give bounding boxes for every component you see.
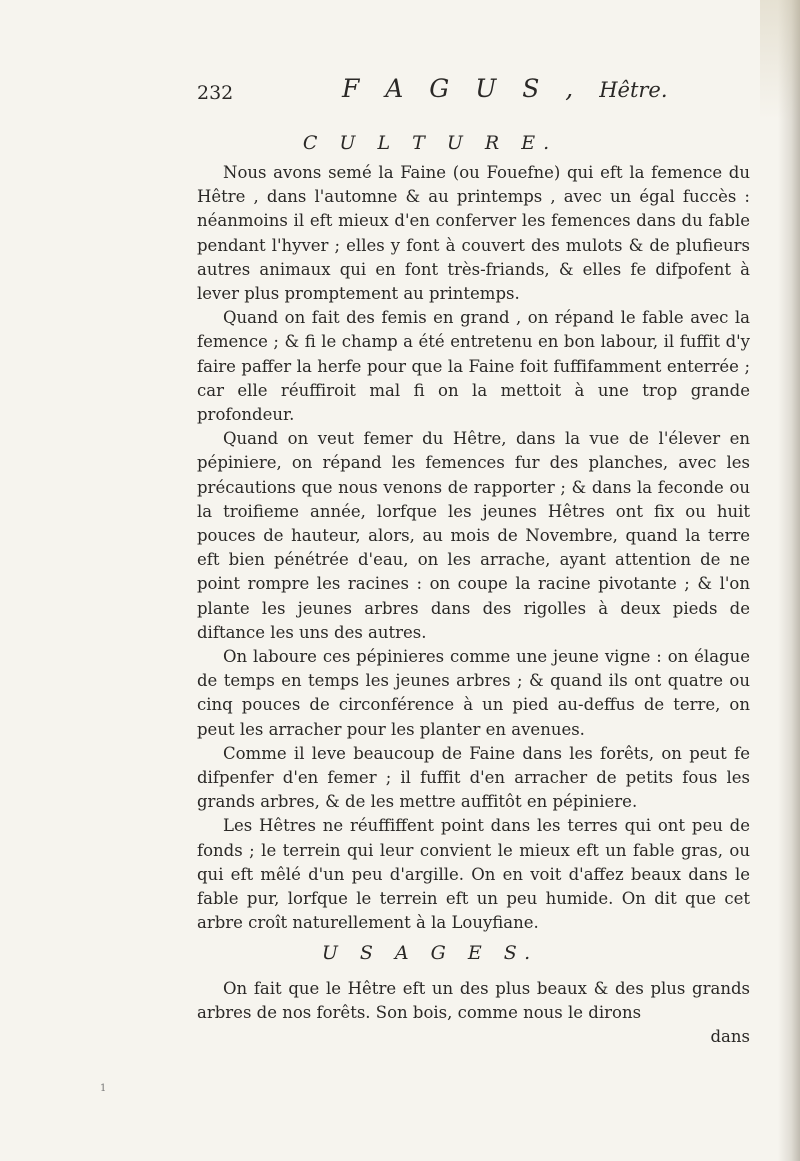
running-title-genus: F A G U S ,	[342, 74, 583, 103]
paragraph: Quand on veut femer du Hêtre, dans la vue de l'élever en pépiniere, on répand les femences fur des planches, avec les précautions que nous venons de rapporter ; & dans la feconde ou la troifieme année, lorfque les jeunes Hêtres ont fix ou huit pouces de hauteur, alors, au mois de Novembre, quand la terre eft bien pénétrée d'eau, on les arrache, ayant attention de ne point rompre les racines : on coupe la racine pivotante ; & l'on plante les jeunes arbres dans des rigolles à deux pieds de diftance les uns des autres.	[197, 429, 750, 642]
paragraph: On laboure ces pépinieres comme une jeune vigne : on élague de temps en temps les jeunes arbres ; & quand ils ont quatre ou cinq pouces de circonférence à un pied au-deffus de terre, on peut les arracher pour les planter en avenues.	[197, 647, 750, 739]
page-number: 232	[197, 82, 234, 104]
paragraph: On fait que le Hêtre eft un des plus beaux & des plus grands arbres de nos forêts. Son bois, comme nous le dirons	[197, 979, 750, 1023]
catchword: dans	[710, 1027, 750, 1047]
margin-mark: 1	[100, 1083, 107, 1094]
culture-body	[197, 161, 750, 936]
running-title	[342, 74, 668, 103]
page-header	[197, 74, 680, 104]
page-edge-shadow	[778, 0, 800, 1161]
section-heading-usages: U S A G E S.	[321, 942, 539, 964]
paragraph: Quand on fait des femis en grand , on répand le fable avec la femence ; & fi le champ a été entretenu en bon labour, il fuffit d'y faire paffer la herfe pour que la Faine foit fuffifamment enterrée ; car elle réuffiroit mal fi on la mettoit à une trop grande profondeur.	[197, 308, 750, 425]
running-title-common-name: Hêtre.	[599, 78, 668, 102]
usages-body	[197, 977, 750, 1050]
paragraph: Comme il leve beaucoup de Faine dans les forêts, on peut fe difpenfer d'en femer ; il fuffit d'en arracher de petits fous les grands arbres, & de les mettre auffitôt en pépiniere.	[197, 743, 750, 812]
page-edge-stain	[760, 0, 800, 120]
paragraph: Nous avons semé la Faine (ou Fouefne) qui eft la femence du Hêtre , dans l'automne & au printemps , avec un égal fuccès : néanmoins il eft mieux d'en conferver les femences dans du fable pendant l'hyver ; elles y font à couvert des mulots & de plufieurs autres animaux qui en font très-friands, & elles fe difpofent à lever plus promptement au printemps.	[197, 163, 750, 304]
paragraph: Les Hêtres ne réuffiffent point dans les terres qui ont peu de fonds ; le terrein qui leur convient le mieux eft un fable gras, ou qui eft mêlé d'un peu d'argille. On en voit d'affez beaux dans le fable pur, lorfque le terrein eft un peu humide. On dit que cet arbre croît naturellement à la Louyfiane.	[197, 816, 750, 933]
section-heading-culture: C U L T U R E.	[302, 132, 558, 154]
